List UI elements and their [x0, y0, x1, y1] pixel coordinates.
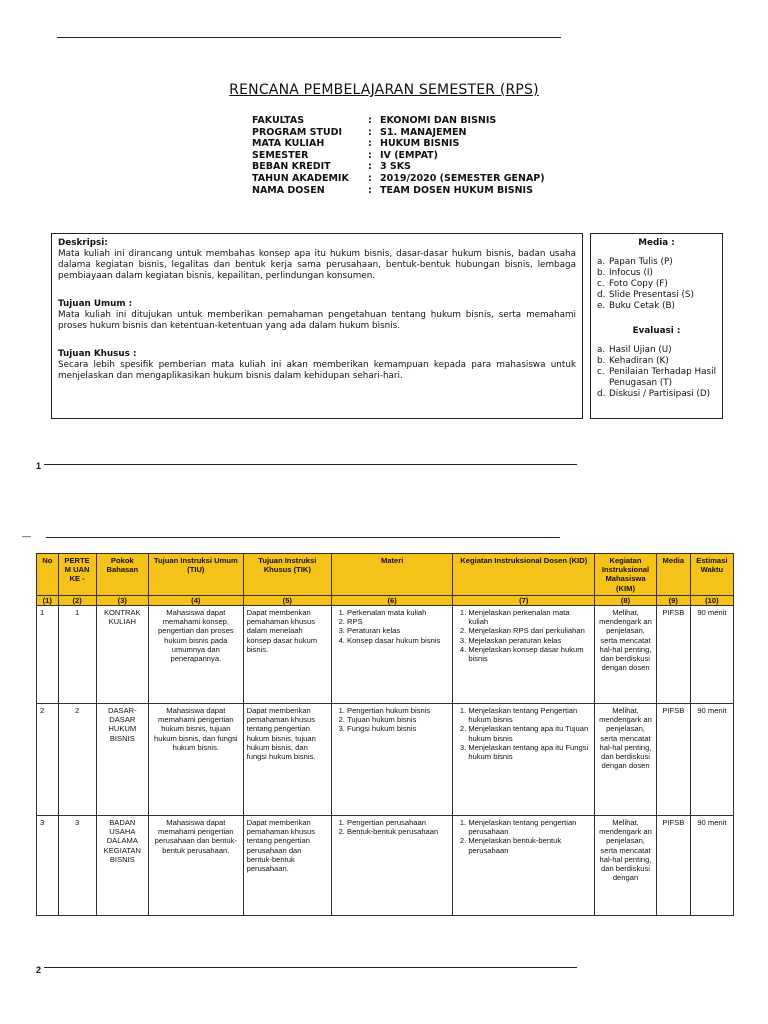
cell-kid [453, 816, 595, 916]
info-value: 3 SKS [380, 161, 411, 173]
media-evaluation-box [590, 233, 723, 419]
cell-topic: KONTRAK KULIAH [96, 606, 148, 704]
info-value: S1. MANAJEMEN [380, 126, 467, 138]
cell-meeting: 3 [58, 816, 96, 916]
materi-item: 3. Fungsi hukum bisnis [347, 724, 449, 733]
materi-list [335, 706, 449, 734]
evaluation-list [597, 345, 716, 400]
info-separator: : [368, 138, 372, 150]
list-text: Slide Presentasi (S) [609, 290, 694, 300]
list-text: Kehadiran (K) [609, 356, 669, 366]
materi-list [335, 818, 449, 836]
general-objective-heading: Tujuan Umum : [58, 299, 133, 309]
info-separator: : [368, 161, 372, 173]
media-list [597, 257, 716, 312]
cell-no: 2 [37, 704, 59, 816]
page-2-footer-rule [44, 967, 577, 968]
info-separator: : [368, 126, 372, 138]
list-item [597, 356, 716, 367]
materi-item: 1. Pengertian perusahaan [347, 818, 449, 827]
cell-tik: Dapat memberikan pemahaman khusus tentang pengertian hukum bisnis, tujuan hukum bisnis, dan fungsi hukum bisnis. [243, 704, 331, 816]
column-number: (2) [58, 595, 96, 605]
list-text: Papan Tulis (P) [609, 257, 673, 267]
kid-item: 3. Menjelaskan tentang apa itu Fungsi hukum bisnis [468, 743, 591, 761]
list-item [597, 257, 716, 268]
materi-item: 2. Bentuk-bentuk perusahaan [347, 827, 449, 836]
kid-item: 2. Menjelaskan bentuk-bentuk perusahaan [468, 836, 591, 854]
kid-item: 2. Menjelaskan tentang apa itu Tujuan hukum bisnis [468, 724, 591, 742]
column-header: Tujuan Instruksi Umum (TIU) [149, 554, 244, 596]
course-info [252, 115, 545, 196]
materi-item: 1. Pengertian hukum bisnis [347, 706, 449, 715]
info-value: 2019/2020 (SEMESTER GENAP) [380, 172, 545, 184]
kid-item: 1. Menjelaskan perkenalan mata kuliah [468, 608, 591, 626]
column-number: (5) [243, 595, 331, 605]
cell-kid [453, 704, 595, 816]
info-row [252, 150, 545, 162]
list-item [597, 389, 716, 400]
info-row [252, 173, 545, 185]
cell-kim: Melihat, mendengark an penjelasan, serta mencatat hal-hal penting, dan berdiskusi dengan dosen [595, 606, 657, 704]
column-number: (4) [149, 595, 244, 605]
info-label: BEBAN KREDIT [252, 161, 331, 173]
list-text: Penilaian Terhadap Hasil Penugasan (T) [609, 367, 717, 388]
list-marker: c. [597, 279, 605, 289]
table-number-row [37, 595, 734, 605]
materi-item: 2. Tujuan hukum bisnis [347, 715, 449, 724]
column-header: Materi [332, 554, 453, 596]
page-number-2: 2 [36, 965, 42, 975]
column-number: (6) [332, 595, 453, 605]
column-number: (8) [595, 595, 657, 605]
column-number: (1) [37, 595, 59, 605]
media-heading: Media : [638, 238, 675, 248]
list-text: Foto Copy (F) [609, 279, 668, 289]
list-marker: c. [597, 367, 605, 377]
list-marker: b. [597, 356, 606, 366]
evaluation-heading: Evaluasi : [632, 326, 681, 336]
cell-kim: Melihat, mendengark an penjelasan, serta mencatat hal-hal penting, dan berdiskusi dengan [595, 816, 657, 916]
cell-media: PIFSB [656, 704, 690, 816]
cell-media: PIFSB [656, 606, 690, 704]
kid-list [456, 818, 591, 855]
list-text: Infocus (I) [609, 268, 653, 278]
cell-tik: Dapat memberikan pemahaman khusus tentang pengertian perusahaan dan bentuk-bentuk perusahaan. [243, 816, 331, 916]
list-text: Buku Cetak (B) [609, 301, 675, 311]
list-marker: e. [597, 301, 606, 311]
table-row [37, 606, 734, 704]
materi-list [335, 608, 449, 645]
cell-kid [453, 606, 595, 704]
list-marker: a. [597, 257, 606, 267]
cell-topic: DASAR-DASAR HUKUM BISNIS [96, 704, 148, 816]
table-header-row [37, 554, 734, 596]
column-header: Kegiatan Instruksional Dosen (KID) [453, 554, 595, 596]
info-row [252, 115, 545, 127]
info-separator: : [368, 115, 372, 126]
info-separator: : [368, 172, 372, 184]
materi-item: 2. RPS [347, 617, 449, 626]
kid-item: 3. Mejelaskan peraturan kelas [468, 636, 591, 645]
page-2-header-rule [46, 537, 560, 538]
cell-time: 90 menit [690, 606, 733, 704]
list-item [597, 279, 716, 290]
list-marker: a. [597, 345, 606, 355]
info-value: TEAM DOSEN HUKUM BISNIS [380, 184, 533, 196]
info-row [252, 185, 545, 197]
description-heading: Deskripsi: [58, 238, 108, 248]
info-label: TAHUN AKADEMIK [252, 172, 349, 184]
cell-tiu: Mahasiswa dapat memahami pengertian perusahaan dan bentuk-bentuk perusahaan. [149, 816, 244, 916]
column-number: (10) [690, 595, 733, 605]
cell-materi [332, 704, 453, 816]
info-row [252, 138, 545, 150]
cell-materi [332, 816, 453, 916]
cell-tik: Dapat memberikan pemahaman khusus dalam menelaah konsep dasar hukum bisnis. [243, 606, 331, 704]
page-title: RENCANA PEMBELAJARAN SEMESTER (RPS) [229, 82, 539, 98]
cell-no: 1 [37, 606, 59, 704]
cell-no: 3 [37, 816, 59, 916]
info-label: FAKULTAS [252, 115, 305, 126]
column-header: No [37, 554, 59, 596]
list-item [597, 345, 716, 356]
specific-objective-heading: Tujuan Khusus : [58, 349, 137, 359]
rps-table [36, 553, 734, 916]
specific-objective-text: Secara lebih spesifik pemberian mata kuliah ini akan memberikan kemampuan kepada para mahasiswa untuk menjelaskan dan mengaplikasikan hukum bisnis dalam kehidupan sehari-hari. [58, 360, 576, 381]
cell-time: 90 menit [690, 704, 733, 816]
info-label: PROGRAM STUDI [252, 126, 343, 138]
info-separator: : [368, 149, 372, 161]
column-header: Pokok Bahasan [96, 554, 148, 596]
info-value: EKONOMI DAN BISNIS [380, 115, 497, 126]
list-text: Diskusi / Partisipasi (D) [609, 389, 711, 399]
column-number: (9) [656, 595, 690, 605]
info-row [252, 127, 545, 139]
list-item [597, 268, 716, 279]
kid-item: 1. Menjelaskan tentang Pengertian hukum bisnis [468, 706, 591, 724]
column-header: Media [656, 554, 690, 596]
info-row [252, 161, 545, 173]
cell-meeting: 1 [58, 606, 96, 704]
cell-time: 90 menit [690, 816, 733, 916]
list-text: Hasil Ujian (U) [609, 345, 672, 355]
description-box [51, 233, 583, 419]
table-row [37, 704, 734, 816]
list-item [597, 301, 716, 312]
info-value: IV (EMPAT) [380, 149, 439, 161]
top-rule [57, 37, 561, 38]
kid-list [456, 608, 591, 663]
cell-tiu: Mahasiswa dapat memahami pengertian hukum bisnis, tujuan hukum bisnis, dan fungsi hukum bisnis. [149, 704, 244, 816]
page-1-footer-rule [44, 464, 577, 465]
info-label: SEMESTER [252, 149, 309, 161]
page-number-1: 1 [36, 461, 42, 471]
info-value: HUKUM BISNIS [380, 138, 460, 150]
materi-item: 4. Konsep dasar hukum bisnis [347, 636, 449, 645]
kid-item: 1. Menjelaskan tentang pengertian perusahaan [468, 818, 591, 836]
table-row [37, 816, 734, 916]
description-text: Mata kuliah ini dirancang untuk membahas konsep apa itu hukum bisnis, dasar-dasar hukum bisnis, badan usaha dalama kegiatan bisnis, legalitas dan bentuk kerja sama perusahaan, bentuk-bentuk hubungan bisnis, lembaga pembiayaan dalam kegiatan bisnis, kepailitan, perlindungan konsumen. [58, 249, 576, 281]
cell-materi [332, 606, 453, 704]
list-marker: d. [597, 389, 606, 399]
general-objective-text: Mata kuliah ini ditujukan untuk memberikan pemahaman pengetahuan tentang hukum bisnis, serta memahami proses hukum bisnis dan ketentuan-ketentuan yang ada dalam hukum bisnis. [58, 310, 576, 331]
list-marker: d. [597, 290, 606, 300]
cell-meeting: 2 [58, 704, 96, 816]
column-header: PERTEM UAN KE - [58, 554, 96, 596]
cell-kim: Melihat, mendengark an penjelasan, serta mencatat hal-hal penting, dan berdiskusi dengan dosen [595, 704, 657, 816]
cell-media: PIFSB [656, 816, 690, 916]
column-number: (7) [453, 595, 595, 605]
info-label: NAMA DOSEN [252, 184, 325, 196]
column-header: Kegiatan Instruksional Mahasiswa (KIM) [595, 554, 657, 596]
kid-item: 4. Menjelaskan konsep dasar hukum bisnis [468, 645, 591, 663]
materi-item: 1. Perkenalan mata kuliah [347, 608, 449, 617]
list-item [597, 367, 716, 389]
kid-list [456, 706, 591, 761]
cell-topic: BADAN USAHA DALAMA KEGIATAN BISNIS [96, 816, 148, 916]
column-header: Estimasi Waktu [690, 554, 733, 596]
list-item [597, 290, 716, 301]
list-marker: b. [597, 268, 606, 278]
info-separator: : [368, 184, 372, 196]
column-header: Tujuan Instruksi Khusus (TIK) [243, 554, 331, 596]
materi-item: 3. Peraturan kelas [347, 626, 449, 635]
kid-item: 2. Menjelaskan RPS dari perkuliahan [468, 626, 591, 635]
cell-tiu: Mahasiswa dapat memahami konsep, pengertian dan proses hukum bisnis pada umumnya dan penerapannya. [149, 606, 244, 704]
column-number: (3) [96, 595, 148, 605]
info-label: MATA KULIAH [252, 138, 325, 150]
page-2-header-dash: — [22, 531, 31, 541]
